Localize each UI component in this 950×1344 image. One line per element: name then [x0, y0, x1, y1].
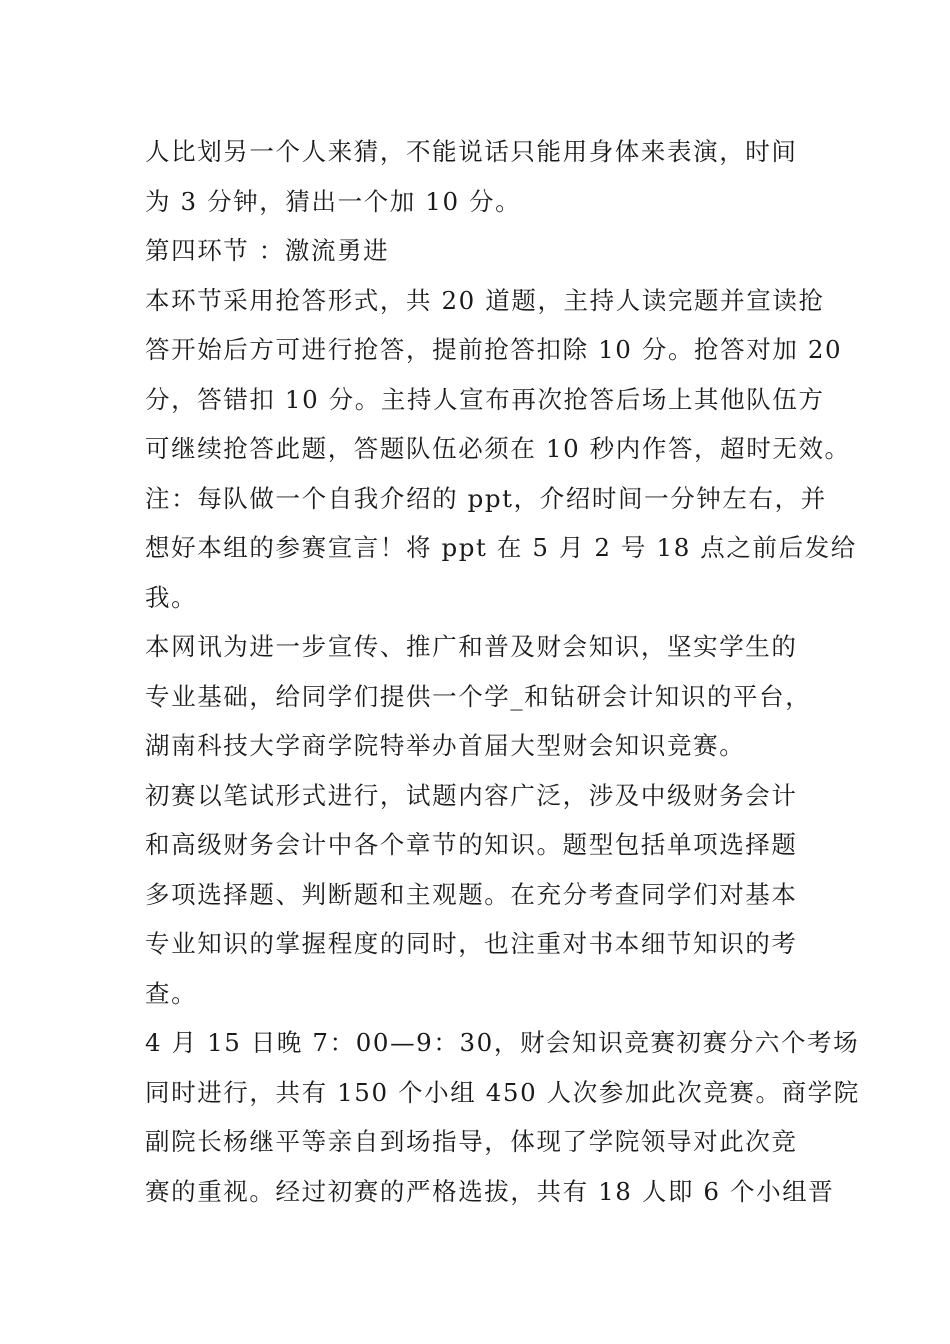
text-line: 注：每队做一个自我介绍的 ppt，介绍时间一分钟左右，并: [145, 483, 827, 513]
text-line: 查。: [145, 978, 198, 1008]
text-line: 同时进行，共有 150 个小组 450 人次参加此次竞赛。商学院: [145, 1077, 860, 1107]
text-line: 想好本组的参赛宣言！将 ppt 在 5 月 2 号 18 点之前后发给: [145, 533, 857, 562]
text-line: 副院长杨继平等亲自到场指导，体现了学院领导对此次竞: [145, 1127, 798, 1156]
document-body: [145, 127, 860, 1216]
text-line: 本环节采用抢答形式，共 20 道题，主持人读完题并宣读抢: [145, 285, 825, 315]
text-line: 人比划另一个人来猜，不能说话只能用身体来表演，时间: [145, 137, 798, 166]
text-line: 分，答错扣 10 分。主持人宣布再次抢答后场上其他队伍方: [145, 384, 825, 414]
text-line: 和高级财务会计中各个章节的知识。题型包括单项选择题: [145, 830, 798, 859]
text-line: 为 3 分钟，猜出一个加 10 分。: [145, 186, 522, 216]
text-line: 4 月 15 日晚 7：00—9：30，财会知识竞赛初赛分六个考场: [145, 1028, 860, 1057]
text-line: 答开始后方可进行抢答，提前抢答扣除 10 分。抢答对加 20: [145, 335, 843, 364]
section-heading: 第四环节 ：激流勇进: [145, 236, 390, 265]
text-line: 专业基础，给同学们提供一个学_和钻研会计知识的平台，: [145, 681, 812, 711]
text-line: 可继续抢答此题，答题队伍必须在 10 秒内作答，超时无效。: [145, 434, 851, 463]
text-line: 多项选择题、判断题和主观题。在充分考查同学们对基本: [145, 879, 798, 909]
text-line: 本网讯为进一步宣传、推广和普及财会知识，坚实学生的: [145, 632, 798, 661]
text-line: 湖南科技大学商学院特举办首届大型财会知识竞赛。: [145, 731, 746, 760]
text-line: 我。: [145, 582, 198, 612]
text-line: 赛的重视。经过初赛的严格选拔，共有 18 人即 6 个小组晋: [145, 1176, 835, 1206]
text-line: 专业知识的掌握程度的同时，也注重对书本细节知识的考: [145, 929, 798, 958]
text-line: 初赛以笔试形式进行，试题内容广泛，涉及中级财务会计: [145, 780, 798, 810]
